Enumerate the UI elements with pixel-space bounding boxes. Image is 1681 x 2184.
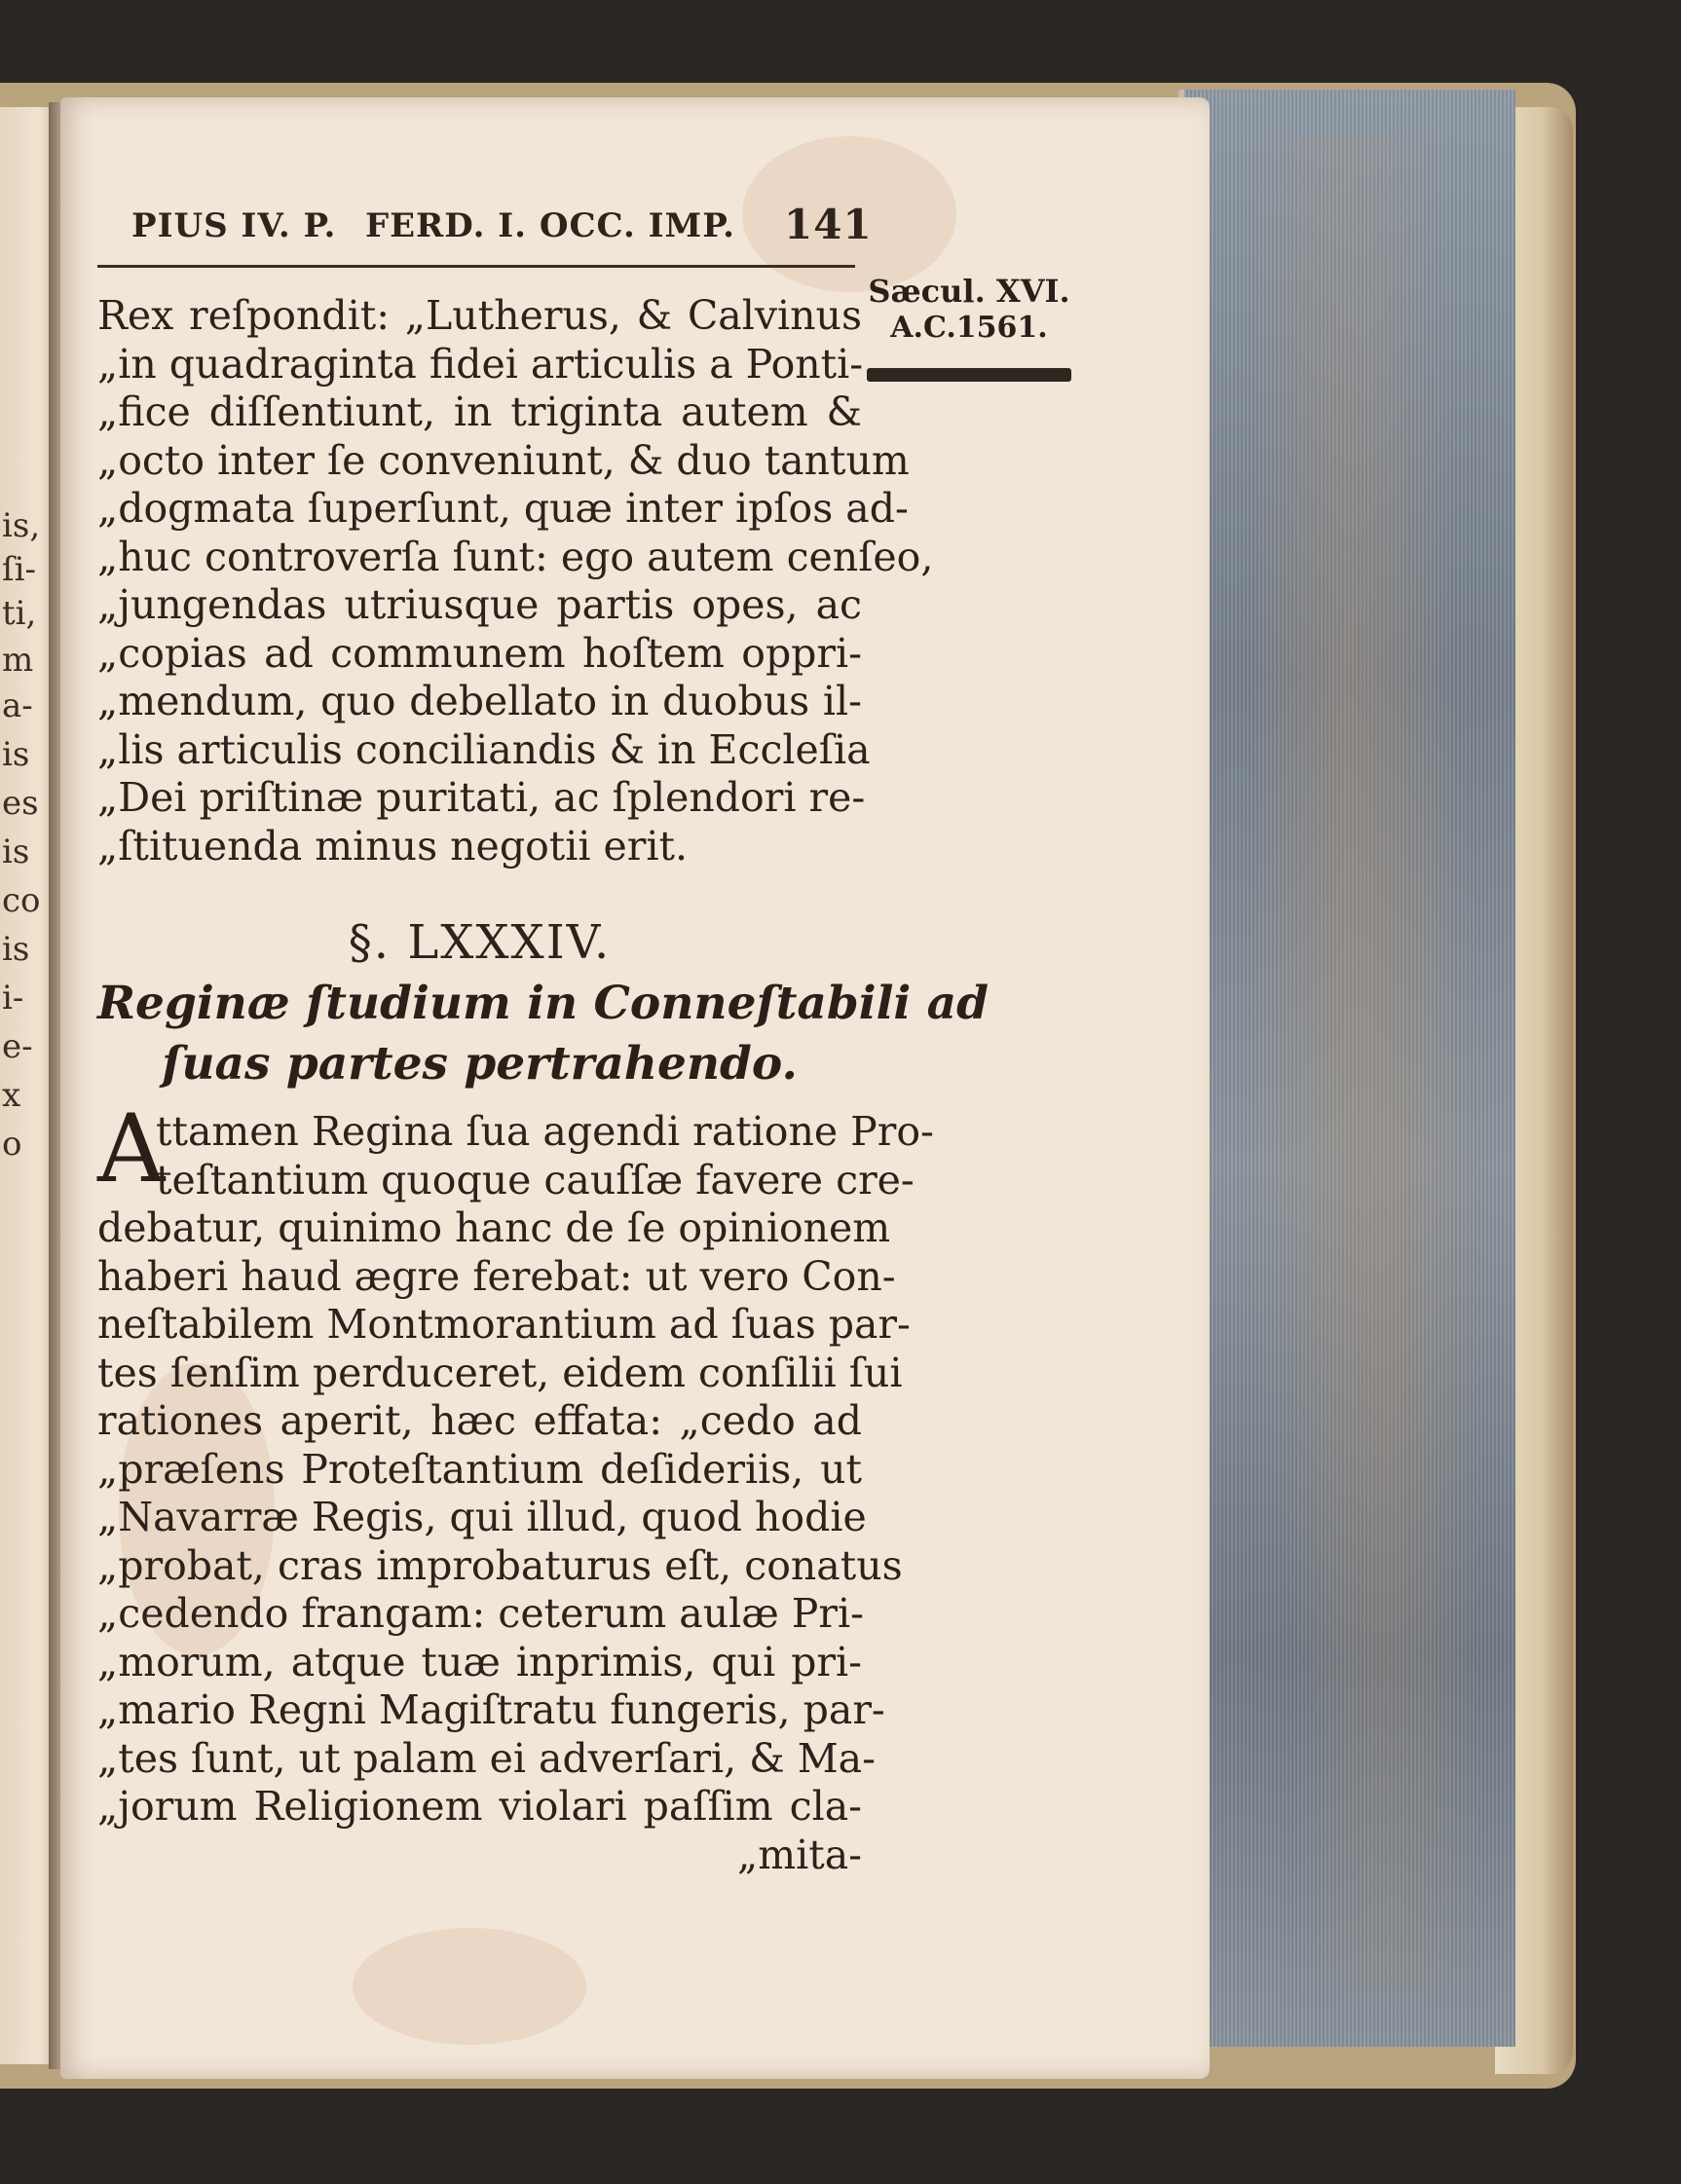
- margin-note-year: A.C.1561.: [890, 311, 1048, 345]
- marbled-edge: [1256, 136, 1480, 1986]
- text-line: „præſens Proteſtantium deſideriis, ut: [97, 1445, 862, 1493]
- heading-line-2: ſuas partes pertrahendo.: [162, 1037, 798, 1091]
- left-fragment: is: [2, 833, 30, 871]
- text-line: „copias ad communem hoſtem oppri-: [97, 629, 862, 677]
- left-fragment: ti,: [2, 594, 37, 633]
- left-fragment: is: [2, 930, 30, 969]
- text-line: „probat, cras improbaturus eſt, conatus: [97, 1541, 903, 1589]
- left-fragment: ſi-: [2, 550, 36, 589]
- left-fragment: m: [2, 641, 34, 680]
- left-fragment: is: [2, 735, 30, 774]
- catchword: „mita-: [736, 1831, 862, 1878]
- left-fragment: a-: [2, 686, 33, 725]
- drop-cap: A: [97, 1094, 166, 1203]
- text-line: „cedendo frangam: ceterum aulæ Pri-: [97, 1590, 864, 1637]
- text-line: „in quadraginta fidei articulis a Ponti-: [97, 340, 864, 388]
- running-head: [131, 201, 873, 255]
- text-line: „morum, atque tuæ inprimis, qui pri-: [97, 1638, 862, 1685]
- left-fragment: co: [2, 881, 41, 920]
- text-line: haberi haud ægre ferebat: ut vero Con-: [97, 1252, 896, 1300]
- margin-note-rule: [867, 368, 1071, 382]
- text-line: Rex reſpondit: „Lutherus, & Calvinus: [97, 292, 862, 339]
- heading-line-1: Reginæ ſtudium in Conneſtabili ad: [97, 977, 989, 1030]
- text-line: debatur, quinimo hanc de ſe opinionem: [97, 1204, 891, 1251]
- text-line: „tes ſunt, ut palam ei adverſari, & Ma-: [97, 1734, 876, 1782]
- text-line: teſtantium quoque cauſſæ favere cre-: [156, 1156, 915, 1203]
- left-fragment: i-: [2, 979, 24, 1018]
- page-number: 141: [784, 201, 873, 248]
- text-line: „Navarræ Regis, qui illud, quod hodie: [97, 1494, 867, 1540]
- left-fragment: is,: [2, 506, 41, 545]
- section-heading: [97, 974, 989, 1094]
- text-line: „huc controverſa ſunt: ego autem cenſeo,: [97, 533, 934, 580]
- text-line: „jungendas utriusque partis opes, ac: [97, 581, 862, 628]
- text-line: rationes aperit, hæc effata: „cedo ad: [97, 1397, 862, 1444]
- paragraph-1: [97, 292, 934, 870]
- text-line: „Dei priſtinæ puritati, ac ſplendori re-: [97, 774, 866, 821]
- margin-note: [862, 273, 1076, 347]
- section-number: §. LXXXIV.: [348, 915, 612, 970]
- left-fragment: e-: [2, 1027, 33, 1066]
- text-line: „mendum, quo debellato in duobus il-: [97, 678, 862, 724]
- text-line: „fice diſſentiunt, in triginta autem &: [97, 389, 862, 435]
- running-head-pope: PIUS IV. P.: [131, 206, 337, 245]
- text-line: „lis articulis conciliandis & in Eccleſia: [97, 725, 871, 773]
- header-rule: [97, 265, 855, 268]
- paragraph-2: [97, 1108, 934, 1879]
- left-fragment: es: [2, 784, 39, 823]
- text-line: neſtabilem Montmorantium ad ſuas par-: [97, 1301, 911, 1348]
- foxing-stain: [353, 1928, 586, 2045]
- left-fragment: o: [2, 1125, 22, 1164]
- text-line: „mario Regni Magiſtratu fungeris, par-: [97, 1686, 885, 1733]
- text-line: tes ſenſim perduceret, eidem conſilii ſui: [97, 1349, 903, 1396]
- text-line: „octo inter ſe conveniunt, & duo tantum: [97, 436, 910, 484]
- text-line: „jorum Religionem violari paſſim cla-: [97, 1783, 862, 1830]
- text-line: „ſtituenda minus negotii erit.: [97, 822, 688, 870]
- margin-note-century: Sæcul. XVI.: [868, 273, 1070, 310]
- text-line: „dogmata ſuperſunt, quæ inter ipſos ad-: [97, 485, 909, 532]
- left-fragment: x: [2, 1076, 21, 1115]
- running-head-emperor: FERD. I. OCC. IMP.: [365, 206, 735, 245]
- text-line: ttamen Regina ſua agendi ratione Pro-: [156, 1108, 934, 1155]
